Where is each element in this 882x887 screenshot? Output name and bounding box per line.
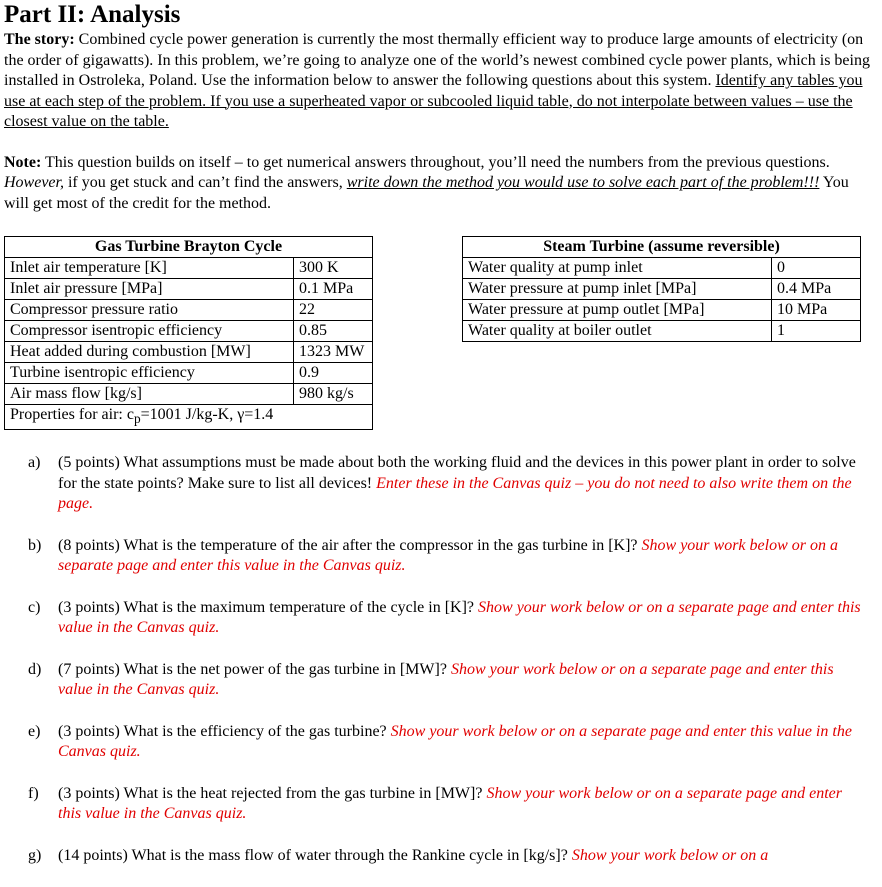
question-list: [28, 453, 868, 887]
table-row: [5, 342, 373, 363]
story-label: The story:: [4, 31, 75, 48]
question-text: (14 points) What is the mass flow of water through the Rankine cycle in [kg/s]?: [58, 846, 572, 864]
gas-row-value: 300 K: [294, 258, 373, 279]
question-letter: d): [28, 660, 42, 678]
table-row: [463, 321, 861, 342]
table-row: [463, 258, 861, 279]
question-item: [28, 784, 868, 825]
steam-row-value: 0: [772, 258, 861, 279]
story-text: Combined cycle power generation is currently the most thermally efficient way to produce large amounts of electricity (on the order of gigawatts). In this problem, we’re going to analyze one of the world’s newest combined cycle power plants, which is being installed in Ostroleka, Poland. Use the information below to answer the following questions about this system.: [4, 31, 870, 89]
gas-row-value: 1323 MW: [294, 342, 373, 363]
question-text: (3 points) What is the efficiency of the gas turbine?: [58, 722, 391, 740]
question-letter: b): [28, 536, 42, 554]
question-instruction: Show your work below or on a: [571, 846, 769, 864]
steam-row-value: 1: [772, 321, 861, 342]
gas-row-value: 0.85: [294, 321, 373, 342]
question-item: [28, 598, 868, 639]
steam-row-label: Water pressure at pump outlet [MPa]: [463, 300, 772, 321]
question-instruction: Show your work below or on a separate page and enter this value in the Canvas quiz.: [58, 536, 838, 574]
gas-row-value: 22: [294, 300, 373, 321]
note-label: Note:: [4, 153, 42, 171]
question-letter: a): [28, 454, 41, 471]
question-instruction: Show your work below or on a separate page and enter this value in the Canvas quiz.: [58, 660, 834, 698]
question-text-block: [58, 453, 868, 515]
table-row: [463, 300, 861, 321]
question-item: [28, 846, 868, 867]
air-properties-prefix: Properties for air: c: [10, 406, 134, 423]
air-properties-suffix: =1001 J/kg-K, γ=1.4: [140, 406, 274, 423]
question-letter: g): [28, 846, 42, 864]
question-instruction: Enter these in the Canvas quiz – you do not need to also write them on the page.: [58, 474, 852, 512]
table-row: [5, 321, 373, 342]
gas-row-label: Compressor isentropic efficiency: [5, 321, 294, 342]
table-row: [463, 279, 861, 300]
question-text-block: [58, 784, 868, 825]
air-properties-row: [5, 405, 373, 430]
steam-row-label: Water quality at boiler outlet: [463, 321, 772, 342]
page-title: Part II: Analysis: [4, 1, 181, 28]
steam-row-label: Water quality at pump inlet: [463, 258, 772, 279]
steam-row-value: 0.4 MPa: [772, 279, 861, 300]
note-underlined-italic: write down the method you would use to solve each part of the problem!!!: [346, 174, 820, 191]
question-instruction: Show your work below or on a separate page and enter this value in the Canvas quiz.: [58, 784, 842, 822]
question-text-block: [58, 598, 868, 639]
note-text-2: if you get stuck and can’t find the answers,: [63, 174, 347, 191]
question-instruction: Show your work below or on a separate page and enter this value in the Canvas quiz.: [58, 598, 861, 636]
steam-turbine-table: [462, 236, 861, 342]
question-text: (3 points) What is the heat rejected from the gas turbine in [MW]?: [58, 784, 487, 802]
air-properties-subscript: p: [133, 411, 141, 427]
story-underlined-instruction: Identify any tables you use at each step of the problem. If you use a superheated vapor or subcooled liquid table, do not interpolate between values – use the closest value on the table.: [4, 72, 863, 130]
gas-row-label: Inlet air temperature [K]: [5, 258, 294, 279]
table-row: [5, 258, 373, 279]
table-row: [5, 300, 373, 321]
question-item: [28, 722, 868, 763]
story-paragraph: [4, 30, 876, 133]
steam-row-value: 10 MPa: [772, 300, 861, 321]
question-text-block: [58, 846, 868, 867]
question-text: (3 points) What is the maximum temperature of the cycle in [K]?: [58, 598, 479, 616]
question-item: [28, 660, 868, 701]
table-row: [5, 279, 373, 300]
gas-table-title: Gas Turbine Brayton Cycle: [5, 237, 373, 258]
gas-row-label: Inlet air pressure [MPa]: [5, 279, 294, 300]
question-text-block: [58, 536, 868, 577]
question-text: (7 points) What is the net power of the gas turbine in [MW]?: [58, 660, 451, 678]
gas-row-label: Turbine isentropic efficiency: [5, 363, 294, 384]
steam-row-label: Water pressure at pump inlet [MPa]: [463, 279, 772, 300]
question-instruction: Show your work below or on a separate page and enter this value in the Canvas quiz.: [58, 722, 852, 760]
note-text-1: This question builds on itself – to get numerical answers throughout, you’ll need the numbers from the previous questions.: [41, 153, 830, 171]
gas-row-label: Air mass flow [kg/s]: [5, 384, 294, 405]
table-row: [5, 363, 373, 384]
question-letter: f): [28, 784, 39, 802]
document-page: [4, 0, 876, 214]
gas-turbine-table: [4, 236, 373, 430]
question-text: (8 points) What is the temperature of the air after the compressor in the gas turbine in [K]?: [58, 536, 642, 554]
gas-row-value: 980 kg/s: [294, 384, 373, 405]
steam-table-title: Steam Turbine (assume reversible): [463, 237, 861, 258]
table-row: [5, 405, 373, 430]
question-letter: e): [28, 722, 41, 740]
note-text-3: You will get most of the credit for the method.: [4, 174, 849, 212]
question-item: [28, 536, 868, 577]
question-item: [28, 453, 868, 515]
question-text-block: [58, 660, 868, 701]
gas-row-value: 0.1 MPa: [294, 279, 373, 300]
question-letter: c): [28, 598, 41, 616]
gas-row-label: Heat added during combustion [MW]: [5, 342, 294, 363]
note-paragraph: [4, 153, 876, 215]
gas-row-label: Compressor pressure ratio: [5, 300, 294, 321]
gas-row-value: 0.9: [294, 363, 373, 384]
note-italic: However,: [4, 174, 64, 191]
question-text: (5 points) What assumptions must be made about both the working fluid and the devices in this power plant in order to solve for the state points? Make sure to list all devices!: [58, 454, 856, 492]
table-row: [5, 384, 373, 405]
question-text-block: [58, 722, 868, 763]
